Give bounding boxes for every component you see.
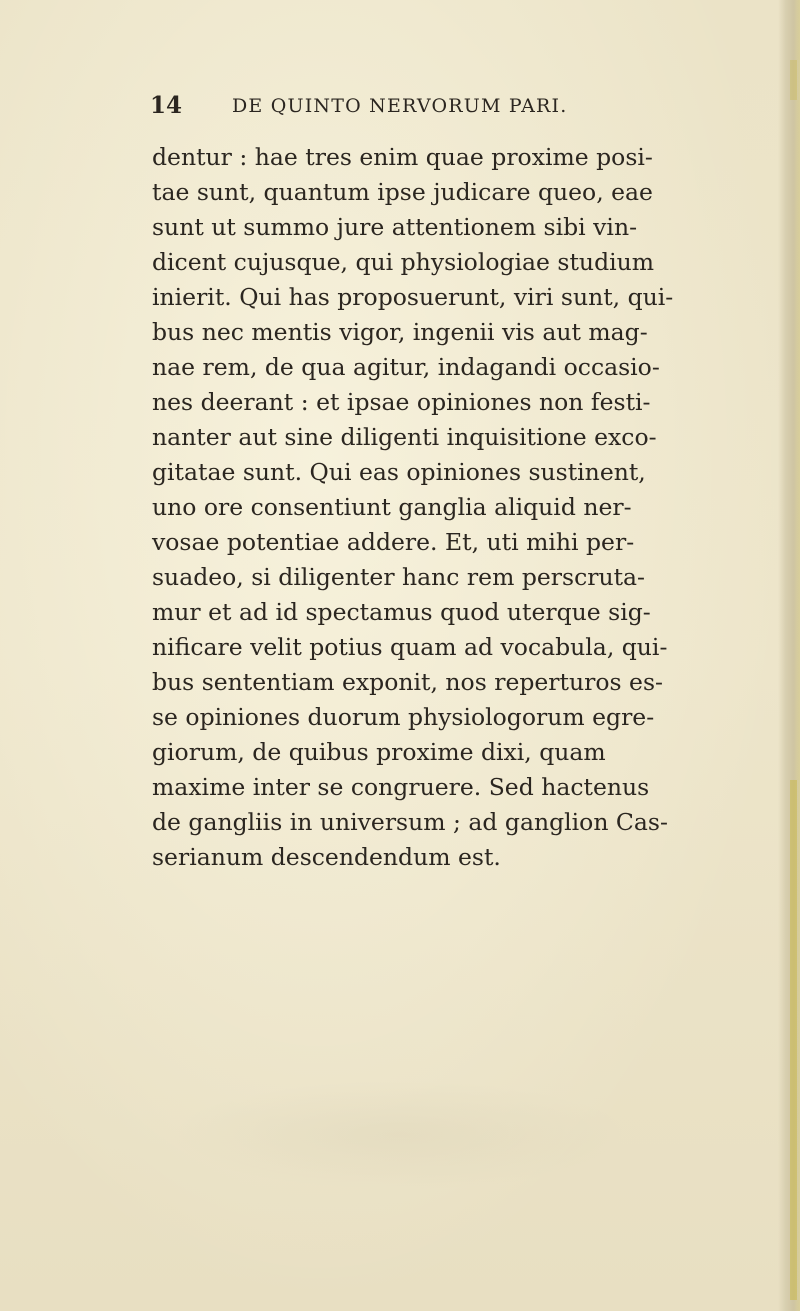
text-line: bus nec mentis vigor, ingenii vis aut mag- <box>152 318 648 346</box>
text-line: inierit. Qui has proposuerunt, viri sunt, qui- <box>152 283 674 311</box>
text-line: mur et ad id spectamus quod uterque sig- <box>152 598 651 626</box>
text-line: suadeo, si diligenter hanc rem perscruta- <box>152 563 645 591</box>
text-line: giorum, de quibus proxime dixi, quam <box>152 738 606 766</box>
text-line: sunt ut summo jure attentionem sibi vin- <box>152 213 638 241</box>
text-line: nificare velit potius quam ad vocabula, qui- <box>152 633 668 661</box>
page-header <box>150 92 670 126</box>
page-number: 14 <box>150 92 183 119</box>
text-line: uno ore consentiunt ganglia aliquid ner- <box>152 493 632 521</box>
text-line: de gangliis in universum ; ad ganglion Cas- <box>152 808 668 836</box>
page-edge <box>778 0 800 1311</box>
text-line: vosae potentiae addere. Et, uti mihi per- <box>152 528 635 556</box>
text-line: maxime inter se congruere. Sed hactenus <box>152 773 650 801</box>
text-line: dicent cujusque, qui physiologiae studium <box>152 248 655 276</box>
edge-stain <box>790 780 797 1300</box>
text-line: tae sunt, quantum ipse judicare queo, eae <box>152 178 653 206</box>
running-head: DE QUINTO NERVORUM PARI. <box>232 95 568 117</box>
text-line: nae rem, de qua agitur, indagandi occasio- <box>152 353 660 381</box>
text-line: gitatae sunt. Qui eas opiniones sustinent, <box>152 458 646 486</box>
text-line: dentur : hae tres enim quae proxime posi- <box>152 143 653 171</box>
show-through-shadow <box>170 1080 630 1190</box>
edge-stain <box>790 60 797 100</box>
text-line: se opiniones duorum physiologorum egre- <box>152 703 655 731</box>
text-line: nanter aut sine diligenti inquisitione exco- <box>152 423 657 451</box>
body-text <box>152 140 752 875</box>
text-line: nes deerant : et ipsae opiniones non festi- <box>152 388 651 416</box>
text-line: serianum descendendum est. <box>152 843 501 871</box>
text-line: bus sententiam exponit, nos reperturos es- <box>152 668 663 696</box>
